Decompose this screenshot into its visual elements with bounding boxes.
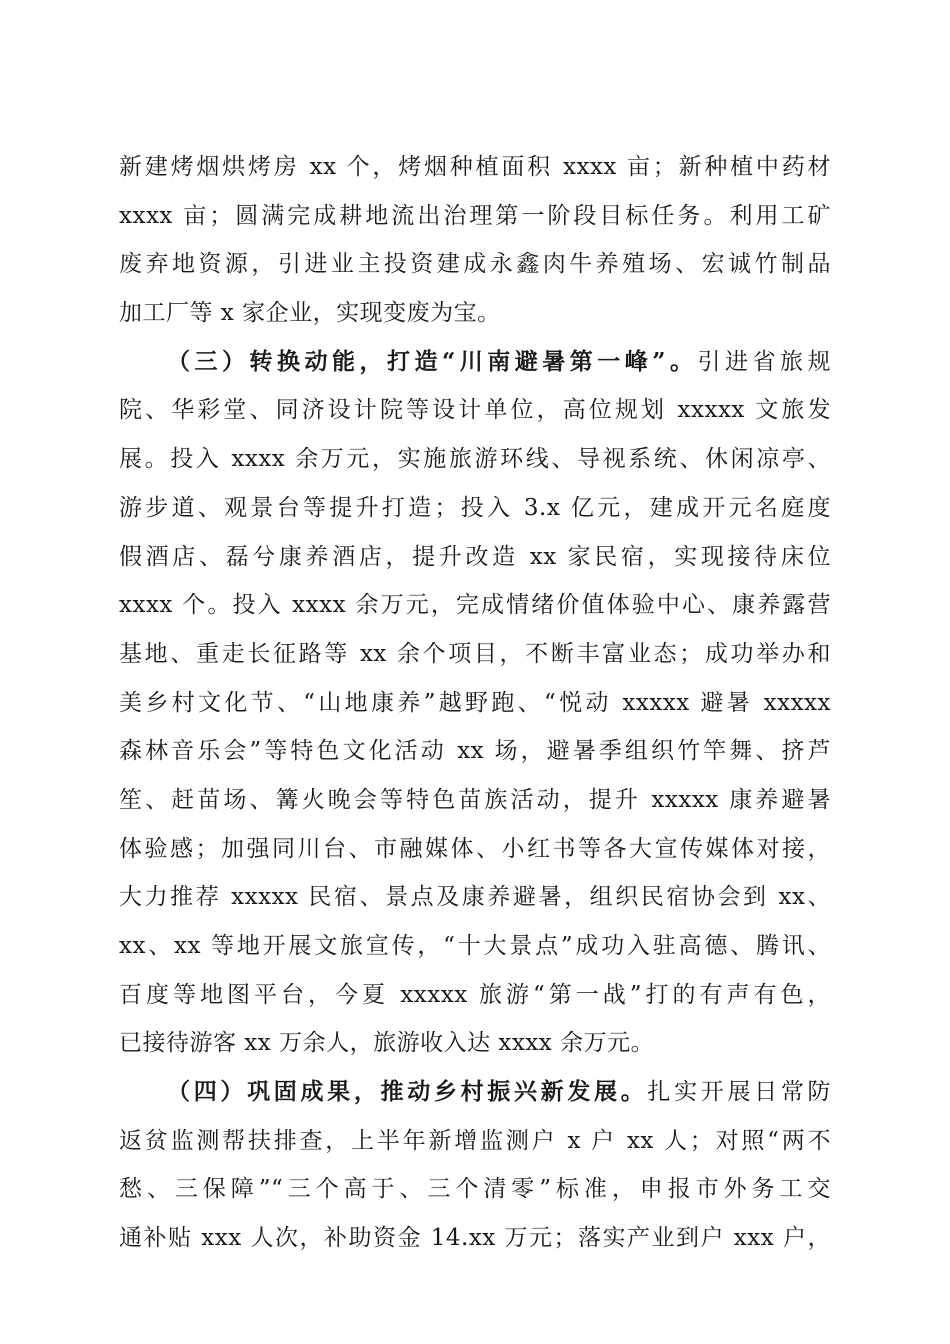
text-line: 大力推荐 xxxxx 民宿、景点及康养避暑，组织民宿协会到 xx、 (119, 884, 831, 911)
text-line: 百度等地图平台，今夏 xxxxx 旅游“第一战”打的有声有色， (119, 981, 831, 1008)
document-body (119, 143, 831, 1263)
text-line: xx、xx 等地开展文旅宣传，“十大景点”成功入驻高德、腾讯、 (119, 933, 831, 959)
section-four-text: 扎实开展日常防 (647, 1079, 831, 1106)
text-line: 返贫监测帮扶排查，上半年新增监测户 x 户 xx 人；对照“两不 (119, 1127, 831, 1154)
section-four-heading: （四）巩固成果，推动乡村振兴新发展。 (167, 1078, 648, 1106)
section-three-heading: （三）转换动能，打造“川南避暑第一峰”。 (167, 347, 698, 375)
text-line: 基地、重走长征路等 xx 余个项目，不断丰富业态；成功举办和 (119, 640, 831, 667)
text-line: xxxx 个。投入 xxxx 余万元，完成情绪价值体验中心、康养露营 (119, 592, 831, 619)
text-line: 游步道、观景台等提升打造；投入 3.x 亿元，建成开元名庭度 (119, 494, 831, 521)
text-line: 废弃地资源，引进业主投资建成永鑫肉牛养殖场、宏诚竹制品 (119, 251, 831, 278)
text-line: 笙、赶苗场、篝火晚会等特色苗族活动，提升 xxxxx 康养避暑 (119, 786, 831, 813)
text-line: 愁、三保障”“三个高于、三个清零”标准，申报市外务工交 (119, 1176, 831, 1203)
section-four-first-line (119, 1068, 831, 1117)
text-line: 加工厂等 x 家企业，实现变废为宝。 (119, 300, 501, 327)
text-line: 体验感；加强同川台、市融媒体、小红书等各大宣传媒体对接， (119, 835, 831, 862)
text-line: 森林音乐会”等特色文化活动 xx 场，避暑季组织竹竿舞、挤芦 (119, 738, 831, 765)
text-line: 假酒店、磊兮康养酒店，提升改造 xx 家民宿，实现接待床位 (119, 543, 831, 570)
text-line: 美乡村文化节、“山地康养”越野跑、“悦动 xxxxx 避暑 xxxxx (119, 689, 831, 716)
text-line: 新建烤烟烘烤房 xx 个，烤烟种植面积 xxxx 亩；新种植中药材 (119, 154, 831, 180)
text-line: xxxx 亩；圆满完成耕地流出治理第一阶段目标任务。利用工矿 (119, 202, 831, 229)
text-line: 院、华彩堂、同济设计院等设计单位，高位规划 xxxxx 文旅发 (119, 397, 831, 424)
section-three-text: 引进省旅规 (697, 348, 832, 375)
text-line: 展。投入 xxxx 余万元，实施旅游环线、导视系统、休闲凉亭、 (119, 446, 831, 473)
text-line: 通补贴 xxx 人次，补助资金 14.xx 万元；落实产业到户 xxx 户， (119, 1225, 831, 1252)
section-three-first-line (119, 338, 831, 387)
text-line: 已接待游客 xx 万余人，旅游收入达 xxxx 余万元。 (119, 1030, 655, 1057)
